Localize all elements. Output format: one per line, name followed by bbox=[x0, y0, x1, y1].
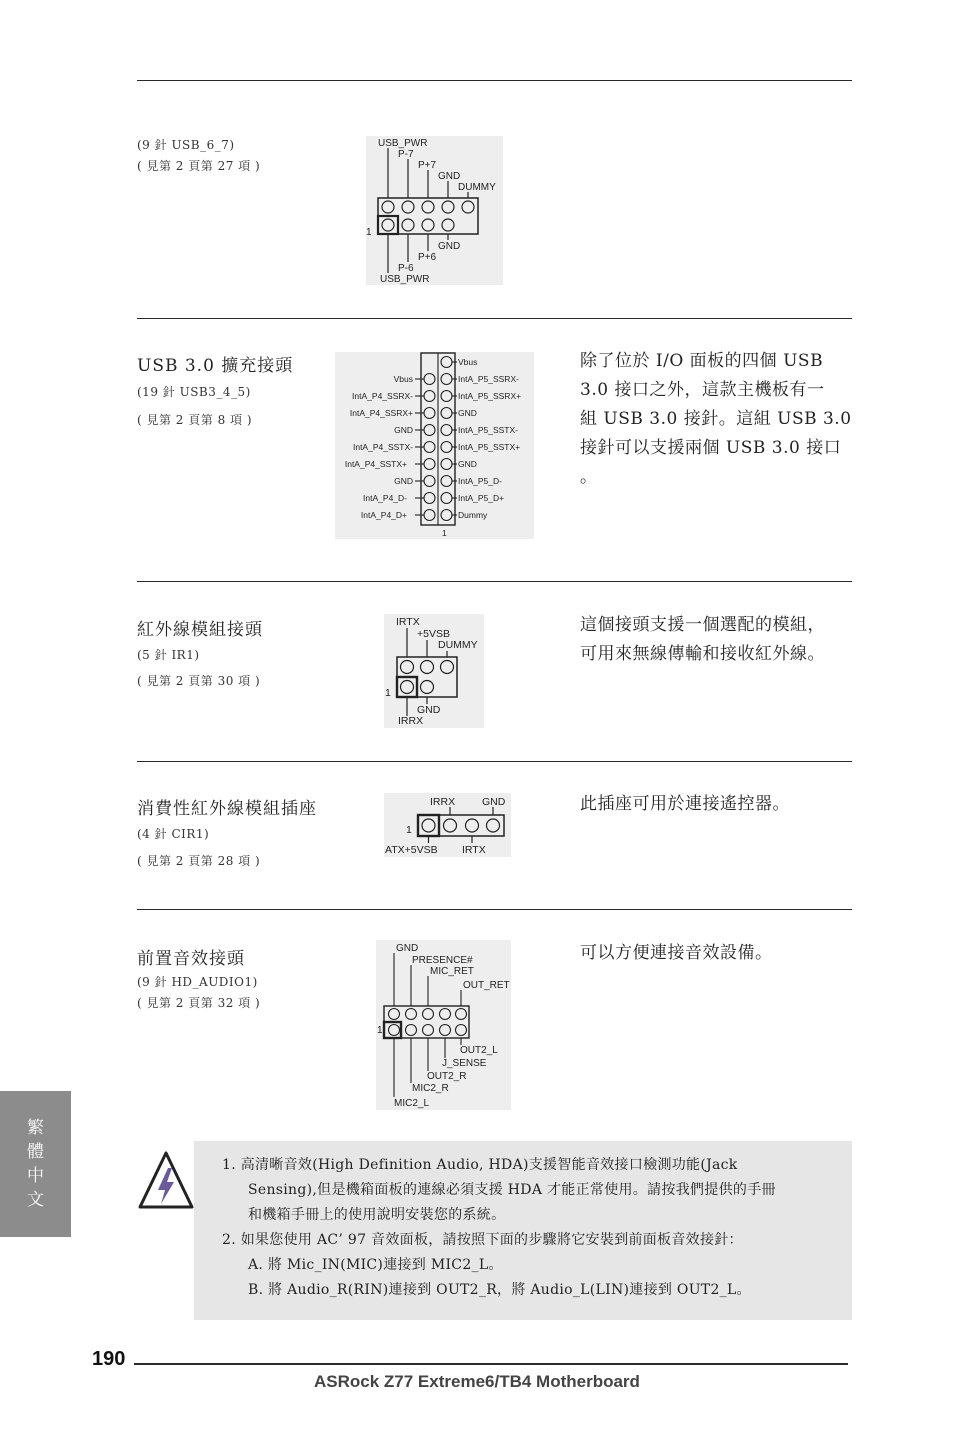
desc-line: 可用來無線傳輸和接收紅外線。 bbox=[580, 644, 825, 664]
pin-label: PRESENCE# bbox=[412, 955, 473, 966]
pin-label: GND bbox=[396, 943, 419, 954]
pin-label: IRTX bbox=[396, 616, 420, 628]
pin-label: GND bbox=[394, 476, 413, 486]
desc-line: 組 USB 3.0 接針。這組 USB 3.0 bbox=[580, 409, 852, 429]
page-number: 190 bbox=[92, 1348, 126, 1370]
section-divider bbox=[137, 581, 852, 582]
pin-one-marker: 1 bbox=[406, 824, 412, 836]
pin-label: OUT2_L bbox=[460, 1045, 498, 1056]
section-divider bbox=[137, 909, 852, 910]
section-divider bbox=[137, 761, 852, 762]
pin-label: GND bbox=[438, 241, 461, 252]
pin-label: P+6 bbox=[418, 252, 437, 263]
side-tab-char: 繁 bbox=[27, 1118, 44, 1138]
usb3-description bbox=[580, 347, 852, 492]
language-side-tab bbox=[0, 1091, 71, 1237]
pin-label: P-7 bbox=[398, 149, 414, 160]
usb3-pin-count: (19 針 USB3_4_5) bbox=[137, 385, 251, 399]
pin-label: OUT_RET bbox=[463, 980, 510, 991]
section-divider bbox=[137, 318, 852, 319]
cir-description bbox=[580, 790, 790, 819]
usb2-header-diagram bbox=[366, 136, 503, 285]
side-tab-char: 體 bbox=[27, 1142, 44, 1162]
note-line: B. 將 Audio_R(RIN)連接到 OUT2_R，將 Audio_L(LIN)連接到 OUT2_L。 bbox=[248, 1282, 751, 1298]
pin-label: P+7 bbox=[418, 160, 437, 171]
ir-description bbox=[580, 611, 825, 669]
pin-label: IRTX bbox=[462, 844, 486, 856]
desc-line: 除了位於 I/O 面板的四個 USB bbox=[580, 351, 824, 371]
pin-label: USB_PWR bbox=[378, 138, 428, 149]
pin-label: IntA_P5_D+ bbox=[458, 493, 505, 503]
audio-description bbox=[580, 939, 773, 968]
cir-title: 消費性紅外線模組插座 bbox=[137, 799, 317, 819]
pin-label: IntA_P4_SSTX- bbox=[352, 442, 413, 452]
audio-reference: ( 見第 2 頁第 32 項 ) bbox=[137, 996, 261, 1010]
desc-line: 3.0 接口之外，這款主機板有一 bbox=[580, 380, 825, 400]
side-tab-char: 中 bbox=[27, 1166, 44, 1186]
pin-label: GND bbox=[394, 425, 413, 435]
pin-label: IntA_P4_SSTX+ bbox=[344, 459, 407, 469]
pin-label: OUT2_R bbox=[427, 1071, 467, 1082]
pin-label: IntA_P4_D- bbox=[363, 493, 407, 503]
note-box bbox=[194, 1141, 852, 1320]
footer-rule bbox=[134, 1363, 848, 1365]
note-line: 1. 高清晰音效(High Definition Audio, HDA)支援智能音效接口檢測功能(Jack bbox=[222, 1157, 738, 1173]
pin-one-marker: 1 bbox=[385, 687, 391, 699]
audio-header-diagram bbox=[376, 940, 511, 1110]
ir-header-diagram bbox=[384, 614, 484, 728]
pin-label: MIC2_R bbox=[412, 1083, 449, 1094]
pin-label: IRRX bbox=[430, 796, 456, 808]
pin-label: USB_PWR bbox=[380, 274, 430, 285]
warning-icon bbox=[137, 1150, 195, 1212]
usb2-pin-count: (9 針 USB_6_7) bbox=[137, 138, 235, 152]
pin-label: GND bbox=[482, 796, 506, 808]
pin-label: P-6 bbox=[398, 263, 414, 274]
pin-label: MIC2_L bbox=[394, 1098, 430, 1109]
pin-label: IntA_P5_SSRX+ bbox=[458, 391, 522, 401]
pin-one-marker: 1 bbox=[366, 227, 372, 238]
ir-pin-count: (5 針 IR1) bbox=[137, 648, 200, 662]
footer-model-name: ASRock Z77 Extreme6/TB4 Motherboard bbox=[314, 1372, 640, 1391]
usb3-title: USB 3.0 擴充接頭 bbox=[137, 356, 294, 376]
pin-label: GND bbox=[458, 408, 477, 418]
pin-label: IntA_P5_D- bbox=[458, 476, 502, 486]
pin-label: DUMMY bbox=[438, 639, 478, 651]
ir-title: 紅外線模組接頭 bbox=[137, 620, 263, 640]
audio-title: 前置音效接頭 bbox=[137, 949, 245, 969]
pin-one-marker: 1 bbox=[442, 528, 447, 538]
ir-reference: ( 見第 2 頁第 30 項 ) bbox=[137, 674, 261, 688]
pin-label: GND bbox=[417, 704, 441, 716]
cir-pin-count: (4 針 CIR1) bbox=[137, 827, 210, 841]
cir-header-diagram bbox=[384, 793, 511, 857]
desc-line: 接針可以支援兩個 USB 3.0 接口 bbox=[580, 438, 842, 458]
audio-pin-count: (9 針 HD_AUDIO1) bbox=[137, 975, 258, 989]
note-line: A. 將 Mic_IN(MIC)連接到 MIC2_L。 bbox=[248, 1257, 503, 1273]
top-rule bbox=[137, 80, 852, 81]
pin-label: IntA_P5_SSTX+ bbox=[458, 442, 521, 452]
pin-label: GND bbox=[438, 171, 461, 182]
pin-label: MIC_RET bbox=[430, 966, 474, 977]
pin-label: DUMMY bbox=[458, 182, 496, 193]
cir-reference: ( 見第 2 頁第 28 項 ) bbox=[137, 854, 261, 868]
usb3-reference: ( 見第 2 頁第 8 項 ) bbox=[137, 413, 253, 427]
pin-one-marker: 1 bbox=[377, 1025, 383, 1036]
pin-label: IRRX bbox=[398, 715, 424, 727]
desc-line: 可以方便連接音效設備。 bbox=[580, 943, 773, 963]
pin-label: +5VSB bbox=[417, 628, 450, 640]
pin-label: IntA_P4_D+ bbox=[360, 510, 407, 520]
side-tab-char: 文 bbox=[27, 1190, 44, 1210]
note-line: Sensing),但是機箱面板的連線必須支援 HDA 才能正常使用。請按我們提供的手冊 bbox=[248, 1182, 776, 1198]
desc-line: 此插座可用於連接遙控器。 bbox=[580, 794, 790, 814]
pin-label: Vbus bbox=[458, 357, 478, 367]
pin-label: Dummy bbox=[458, 510, 488, 520]
desc-line: 這個接頭支援一個選配的模組， bbox=[580, 615, 825, 635]
note-line: 和機箱手冊上的使用說明安裝您的系統。 bbox=[248, 1207, 506, 1223]
note-line: 2. 如果您使用 AC’ 97 音效面板，請按照下面的步驟將它安裝到前面板音效接針： bbox=[222, 1232, 743, 1248]
desc-line: 。 bbox=[580, 467, 598, 487]
usb3-header-diagram bbox=[335, 352, 534, 539]
pin-label: GND bbox=[458, 459, 477, 469]
pin-label: IntA_P4_SSRX+ bbox=[349, 408, 413, 418]
pin-label: ATX+5VSB bbox=[385, 844, 438, 856]
pin-label: IntA_P4_SSRX- bbox=[352, 391, 413, 401]
usb2-reference: ( 見第 2 頁第 27 項 ) bbox=[137, 159, 261, 173]
pin-label: J_SENSE bbox=[442, 1058, 487, 1069]
pin-label: IntA_P5_SSRX- bbox=[458, 374, 519, 384]
pin-label: IntA_P5_SSTX- bbox=[458, 425, 519, 435]
pin-label: Vbus bbox=[393, 374, 413, 384]
